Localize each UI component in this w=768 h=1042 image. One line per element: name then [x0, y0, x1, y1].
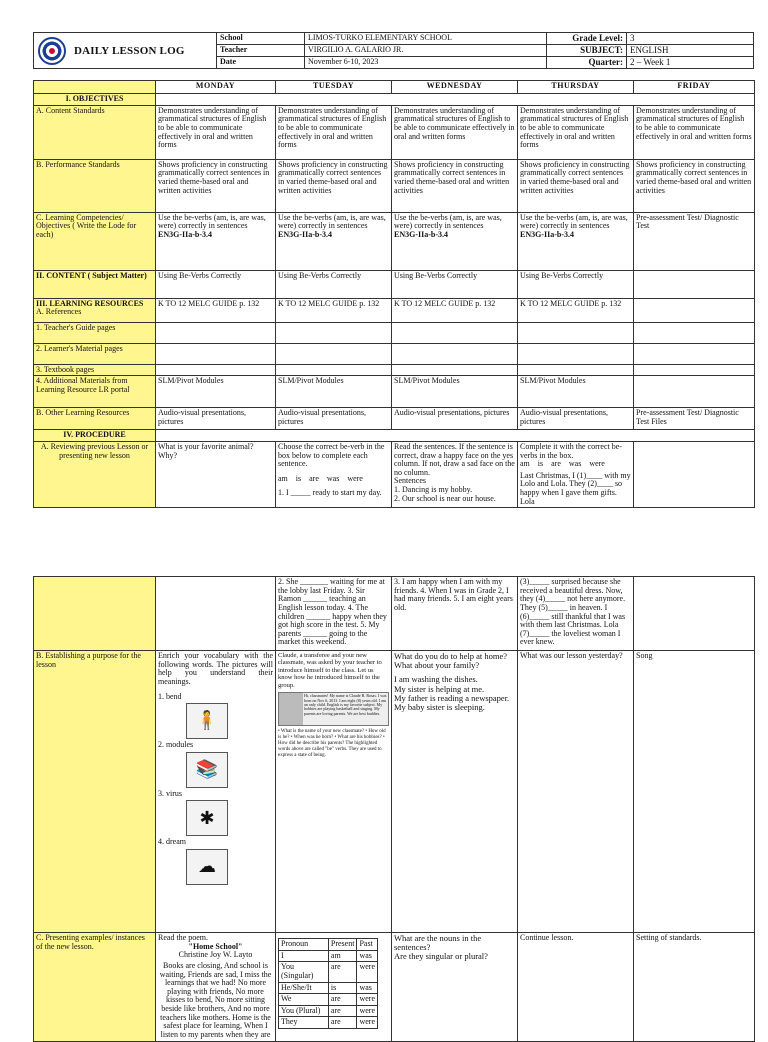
review-cont-mon — [156, 577, 276, 651]
other-resources-label: B. Other Learning Resources — [34, 408, 156, 430]
perf-std-mon: Shows proficiency in constructing grammatically correct sentences in varied theme-based oral and written activities — [156, 159, 276, 212]
logo-cell — [34, 33, 217, 68]
perf-std-fri: Shows proficiency in constructing grammatically correct sentences in varied theme-based oral and written activities — [634, 159, 755, 212]
school-info — [217, 33, 547, 68]
examples-mon — [156, 933, 276, 1042]
competencies-label: C. Learning Competencies/ Objectives ( Write the Lode for each) — [34, 212, 156, 270]
textbook-label: 3. Textbook pages — [34, 364, 156, 376]
review-cont-fri — [634, 577, 755, 651]
competency-code: EN3G-IIa-b-3.4 — [158, 229, 213, 239]
content-std-wed: Demonstrates understanding of grammatical structures of English to be able to communicate effectively in oral and written forms — [392, 105, 518, 159]
be-verb-row: We are were — [279, 994, 378, 1006]
procedure-heading: IV. PROCEDURE — [34, 430, 156, 442]
day-wednesday: WEDNESDAY — [392, 81, 518, 94]
review-cont-thu: (3)_____ surprised because she received a beautiful dress. Now, they (4)_____ not here anymore. They (5)_____ in heaven. I (6)_____ still thankful that I was with them last Christmas. Lola (7)_____ the loveliest woman I ever knew. — [518, 577, 634, 651]
review-label: A. Reviewing previous Lesson or presenting new lesson — [34, 441, 156, 507]
be-verb-row: You (Plural) are were — [279, 1005, 378, 1017]
log-title: DAILY LESSON LOG — [74, 44, 185, 57]
competency-code: EN3G-IIa-b-3.4 — [278, 229, 333, 239]
learning-resources-label — [34, 298, 156, 322]
competency-text: Use the be-verbs (am, is, are was, were) correctly in sentences — [520, 212, 628, 231]
date-value: November 6-10, 2023 — [308, 57, 379, 66]
subject-label: SUBJECT: — [547, 45, 627, 56]
performance-standards-label: B. Performance Standards — [34, 159, 156, 212]
review-tue-intro: Choose the correct be-verb in the box below to complete each sentence. — [278, 441, 385, 469]
slm-wed: SLM/Pivot Modules — [392, 376, 518, 408]
deped-seal-icon — [38, 37, 66, 65]
subject-value: ENGLISH — [630, 45, 669, 55]
content-wed: Using Be-Verbs Correctly — [392, 270, 518, 298]
vocab-word-2: 2. modules — [158, 740, 194, 750]
purpose-wed-s1: I am washing the dishes. — [394, 674, 478, 685]
content-standards-label: A. Content Standards — [34, 105, 156, 159]
purpose-wed-q2: What about your family? — [394, 660, 480, 671]
review-thu-intro: Complete it with the correct be-verbs in the box. — [520, 441, 622, 460]
examples-thu: Continue lesson. — [518, 933, 634, 1042]
poem-author: Christine Joy W. Layto — [178, 950, 253, 960]
purpose-fri: Song — [634, 651, 755, 933]
photo-placeholder-icon — [279, 693, 303, 725]
quarter-value: 2 – Week 1 — [630, 57, 671, 67]
review-wed-heading: Sentences — [394, 476, 426, 486]
review-wed-item2: 2. Our school is near our house. — [394, 493, 496, 503]
purpose-label: B. Establishing a purpose for the lesson — [34, 651, 156, 933]
virus-picture-icon: ✱ — [186, 800, 228, 836]
day-friday: FRIDAY — [634, 81, 755, 94]
day-tuesday: TUESDAY — [276, 81, 392, 94]
content-tue: Using Be-Verbs Correctly — [276, 270, 392, 298]
be-verb-header: Past — [357, 939, 378, 951]
be-verb-row: He/She/It is was — [279, 982, 378, 994]
competency-fri: Pre-assessment Test/ Diagnostic Test — [634, 212, 755, 270]
content-fri — [634, 270, 755, 298]
melc-thu: K TO 12 MELC GUIDE p. 132 — [518, 298, 634, 322]
purpose-wed-q1: What do you do to help at home? — [394, 651, 508, 661]
examples-label: C. Presenting examples/ instances of the new lesson. — [34, 933, 156, 1042]
introduction-note-text: Hi, classmates! My name is Claude B. Rosas. I was born on Nov 6, 2013. I am eight (8) years old. I am an only child. English is my favorite subject. My hobbies are playing basketball and singing. My parents are loving parents. We are best buddies. — [304, 693, 387, 716]
melc-mon: K TO 12 MELC GUIDE p. 132 — [156, 298, 276, 322]
purpose-tue-intro: Claude, a transferee and your new classmate, was asked by your teacher to introduce himself to the class. Let us know how he introduced himself to the group. — [278, 652, 382, 689]
content-label: II. CONTENT ( Subject Matter) — [34, 270, 156, 298]
competency-text: Use the be-verbs (am, is, are was, were) correctly in sentences — [158, 212, 266, 231]
teacher-label: Teacher — [217, 45, 305, 56]
examples-fri: Setting of standards. — [634, 933, 755, 1042]
be-verb-row: I am was — [279, 950, 378, 962]
review-wed-intro: Read the sentences. If the sentence is correct, draw a happy face on the yes column. If not, draw a sad face on the no column. — [394, 441, 515, 477]
log-header — [33, 32, 754, 69]
be-verb-row: They are were — [279, 1017, 378, 1029]
review-tue-item1: 1. I _____ ready to start my day. — [278, 488, 382, 498]
competency-text: Use the be-verbs (am, is, are was, were) correctly in sentences — [278, 212, 386, 231]
content-std-tue: Demonstrates understanding of grammatical structures of English to be able to communicate effectively in oral and written forms — [276, 105, 392, 159]
purpose-mon — [156, 651, 276, 933]
review-cont-wed: 3. I am happy when I am with my friends. 4. When I was in Grade 2, I had many friends. 5. I am eight years old. — [392, 577, 518, 651]
competency-text: Use the be-verbs (am, is, are was, were) correctly in sentences — [394, 212, 502, 231]
competency-code: EN3G-IIa-b-3.4 — [520, 229, 575, 239]
be-verb-table — [278, 938, 378, 1029]
review-thu-box: am is are was were — [520, 459, 605, 469]
vocab-word-1: 1. bend — [158, 691, 182, 701]
purpose-mon-intro: Enrich your vocabulary with the following words. The pictures will help you understand their meanings. — [158, 651, 273, 686]
school-label: School — [217, 33, 305, 44]
examples-wed-q1: What are the nouns in the sentences? — [394, 933, 482, 953]
grade-label: Grade Level: — [547, 33, 627, 44]
content-std-thu: Demonstrates understanding of grammatical structures of English to be able to communicate effectively in oral and written forms — [518, 105, 634, 159]
av-wed: Audio-visual presentations, pictures — [392, 408, 518, 430]
competency-tue — [276, 212, 392, 270]
grade-value: 3 — [630, 33, 635, 43]
purpose-wed — [392, 651, 518, 933]
content-mon: Using Be-Verbs Correctly — [156, 270, 276, 298]
lesson-table-page-2 — [33, 576, 755, 1042]
competency-code: EN3G-IIa-b-3.4 — [394, 229, 449, 239]
content-std-mon: Demonstrates understanding of grammatical structures of English to be able to communicate effectively in oral and written forms — [156, 105, 276, 159]
review-cont-tue: 2. She _______ waiting for me at the lobby last Friday. 3. Sir Ramon ______ teaching an English lesson today. 4. The children ______ happy when they got high score in the test. 5. My parents ______ going to the market this weekend. — [276, 577, 392, 651]
slm-mon: SLM/Pivot Modules — [156, 376, 276, 408]
review-tue — [276, 441, 392, 507]
teacher-value: VIRGILIO A. GALARIO JR. — [308, 45, 404, 54]
bend-picture-icon: 🧍 — [186, 703, 228, 739]
melc-wed: K TO 12 MELC GUIDE p. 132 — [392, 298, 518, 322]
additional-materials-label: 4. Additional Materials from Learning Resource LR portal — [34, 376, 156, 408]
perf-std-thu: Shows proficiency in constructing grammatically correct sentences in varied theme-based oral and written activities — [518, 159, 634, 212]
slm-tue: SLM/Pivot Modules — [276, 376, 392, 408]
competency-thu — [518, 212, 634, 270]
content-thu: Using Be-Verbs Correctly — [518, 270, 634, 298]
purpose-wed-s3: My father is reading a newspaper. — [394, 692, 510, 703]
review-cont-label — [34, 577, 156, 651]
references-label: A. References — [36, 307, 82, 317]
perf-std-wed: Shows proficiency in constructing grammatically correct sentences in varied theme-based oral and written activities — [392, 159, 518, 212]
purpose-thu: What was our lesson yesterday? — [518, 651, 634, 933]
objectives-row — [156, 94, 755, 106]
review-fri — [634, 441, 755, 507]
av-tue: Audio-visual presentations, pictures — [276, 408, 392, 430]
poem-body: Books are closing, And school is waiting, Friends are sad, I miss the learnings that we had! No more playing with friends, No more kisses to bend, No more sitting beside like brothers, And no more teachers like mothers. Home is the safest place for learning, When I listen to my parents when they are — [159, 960, 272, 1039]
date-label: Date — [217, 57, 305, 68]
competency-wed — [392, 212, 518, 270]
corner-cell — [34, 81, 156, 94]
review-wed — [392, 441, 518, 507]
examples-tue — [276, 933, 392, 1042]
slm-thu: SLM/Pivot Modules — [518, 376, 634, 408]
review-tue-box: am is are was were — [278, 473, 363, 483]
review-thu — [518, 441, 634, 507]
quarter-label: Quarter: — [547, 57, 627, 68]
purpose-tue — [276, 651, 392, 933]
perf-std-tue: Shows proficiency in constructing grammatically correct sentences in varied theme-based oral and written activities — [276, 159, 392, 212]
teachers-guide-label: 1. Teacher's Guide pages — [34, 322, 156, 343]
poem-title: "Home School" — [188, 941, 243, 951]
examples-wed-q2: Are they singular or plural? — [394, 951, 488, 962]
examples-wed — [392, 933, 518, 1042]
class-meta — [547, 33, 753, 68]
lesson-table-page-1 — [33, 80, 755, 508]
melc-tue: K TO 12 MELC GUIDE p. 132 — [276, 298, 392, 322]
objectives-heading: I. OBJECTIVES — [34, 94, 156, 106]
introduction-note — [278, 692, 389, 726]
vocab-word-4: 4. dream — [158, 837, 186, 847]
dream-picture-icon: ☁ — [186, 849, 228, 885]
competency-mon — [156, 212, 276, 270]
content-std-fri: Demonstrates understanding of grammatical structures of English to be able to communicate effectively in oral and written forms — [634, 105, 755, 159]
purpose-wed-s4: My baby sister is sleeping. — [394, 701, 485, 712]
purpose-wed-s2: My sister is helping at me. — [394, 683, 485, 694]
school-value: LIMOS-TURKO ELEMENTARY SCHOOL — [308, 33, 452, 42]
slm-fri — [634, 376, 755, 408]
av-thu: Audio-visual presentations, pictures — [518, 408, 634, 430]
be-verb-header: Present — [328, 939, 357, 951]
be-verb-header: Pronoun — [279, 939, 329, 951]
learners-material-label: 2. Learner's Material pages — [34, 343, 156, 364]
be-verb-row: You (Singular) are were — [279, 962, 378, 982]
review-mon: What is your favorite animal? Why? — [156, 441, 276, 507]
av-mon: Audio-visual presentations, pictures — [156, 408, 276, 430]
av-fri: Pre-assessment Test/ Diagnostic Test Files — [634, 408, 755, 430]
review-thu-text: Last Christmas, I (1)____ with my Lolo and Lola. They (2)____ so happy when I gave them gifts. Lola — [520, 470, 631, 506]
review-wed-item1: 1. Dancing is my hobby. — [394, 485, 473, 494]
modules-picture-icon: 📚 — [186, 752, 228, 788]
resources-heading: III. LEARNING RESOURCES — [36, 298, 144, 308]
poem-instruction: Read the poem. — [158, 933, 208, 942]
day-monday: MONDAY — [156, 81, 276, 94]
day-thursday: THURSDAY — [518, 81, 634, 94]
melc-fri — [634, 298, 755, 322]
purpose-tue-questions: • What is the name of your new classmate? • How old is he? • When was he born? • What are his hobbies? • How did he describe his parents? The highlighted words above are called "be" verbs. They are used to express a state of being. — [278, 729, 386, 759]
vocab-word-3: 3. virus — [158, 788, 182, 798]
